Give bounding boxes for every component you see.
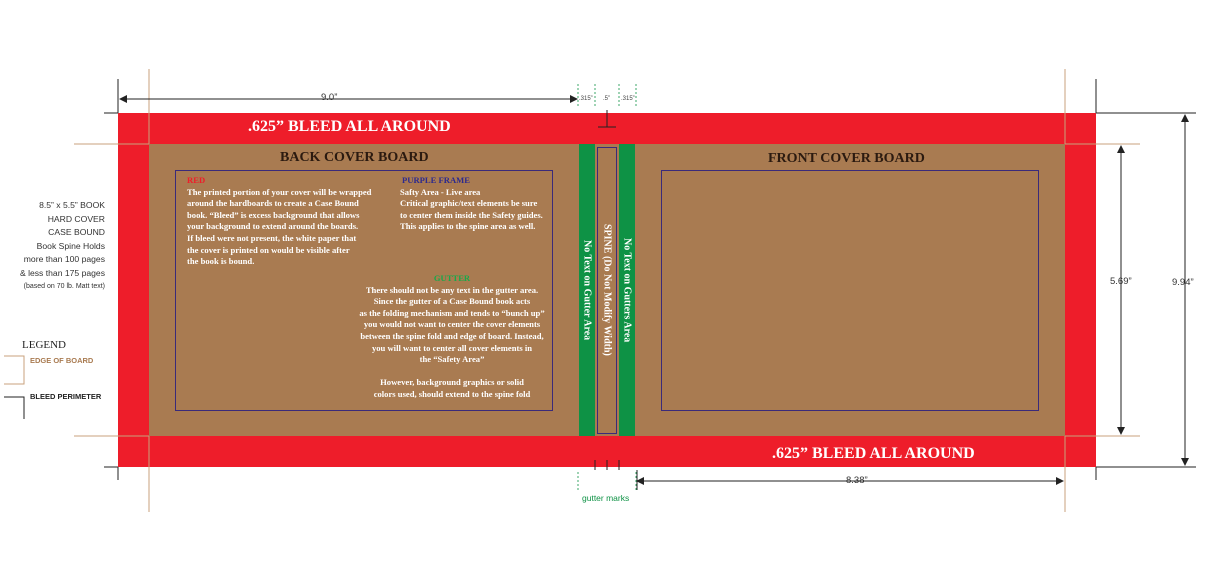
gutter-line: colors used, should extend to the spine fold (373, 388, 531, 399)
gutter-line: Since the gutter of a Case Bound book acts (373, 296, 531, 307)
red-line: The printed portion of your cover will be wrapped (187, 186, 372, 197)
dimension-lines (120, 99, 1185, 490)
book-spec-line: HARD COVER (47, 213, 105, 224)
bleed-label-bottom: .625” BLEED ALL AROUND (772, 445, 975, 462)
purple-heading: PURPLE FRAME (402, 175, 471, 185)
dim-width-back: 9.0” (321, 92, 338, 103)
dim-gutter-a: .315” (579, 96, 593, 102)
dim-width-front: 8.38” (843, 475, 871, 486)
red-line: around the hardboards to create a Case Bound (187, 198, 359, 209)
spine-bottom-marks (595, 460, 619, 470)
legend-bleed-label: BLEED PERIMETER (30, 392, 102, 401)
legend-edge-label: EDGE OF BOARD (30, 356, 94, 365)
book-spec-line: Book Spine Holds (36, 240, 105, 251)
edge-of-board-marks (4, 69, 1140, 512)
book-spec-line: 8.5” x 5.5” BOOK (39, 200, 105, 210)
gutter-line: between the spine fold and edge of board. Instead, (360, 330, 544, 341)
purple-line: Safty Area - Live area (400, 186, 481, 197)
book-spec-line: CASE BOUND (48, 227, 105, 237)
gutter-line: However, background graphics or solid (380, 377, 524, 388)
gutter-marks-label: gutter marks (582, 493, 630, 503)
dim-spine: .5” (603, 96, 611, 102)
spine-label: SPINE (Do Not Modify Width) (601, 224, 613, 356)
back-cover-title: BACK COVER BOARD (280, 150, 429, 165)
purple-line: to center them inside the Safety guides. (400, 209, 543, 220)
gutter-line: as the folding mechanism and tends to “bunch up” (359, 307, 545, 318)
dim-gutter-b: .315” (621, 96, 635, 102)
gutter-right-label: No Text on Gutters Area (621, 237, 633, 343)
dim-height-board: 5.69” (1110, 276, 1132, 287)
red-line: the cover is printed on would be visible after (187, 244, 350, 255)
gutter-line: the “Safety Area” (419, 354, 485, 365)
gutter-line: you will want to center all cover elements in (371, 342, 533, 353)
red-line: If bleed were not present, the white paper that (187, 232, 357, 243)
legend-title: LEGEND (22, 339, 66, 351)
gutter-heading: GUTTER (433, 273, 471, 283)
purple-line: Critical graphic/text elements be sure (400, 198, 538, 209)
red-line: your background to extend around the boards. (187, 221, 359, 232)
book-spec-line: more than 100 pages (23, 254, 105, 264)
gutter-line: you would not want to center the cover elements (363, 319, 541, 330)
red-line: the book is bound. (187, 256, 255, 267)
book-spec-line: & less than 175 pages (19, 267, 105, 278)
bleed-perimeter-marks (4, 79, 1196, 480)
gutter-left-label: No Text on Gutter Area (581, 239, 593, 341)
gutter-line: There should not be any text in the gutter area. (365, 284, 539, 295)
front-cover-title: FRONT COVER BOARD (768, 151, 925, 166)
dim-height-total: 9.94” (1172, 277, 1194, 288)
red-line: book. “Bleed” is excess background that allows (187, 209, 360, 220)
bleed-label-top: .625” BLEED ALL AROUND (248, 118, 451, 135)
gutter-marks (578, 84, 636, 492)
red-heading: RED (187, 175, 206, 185)
purple-line: This applies to the spine area as well. (400, 221, 536, 232)
book-spec-line: (based on 70 lb. Matt text) (23, 283, 105, 290)
